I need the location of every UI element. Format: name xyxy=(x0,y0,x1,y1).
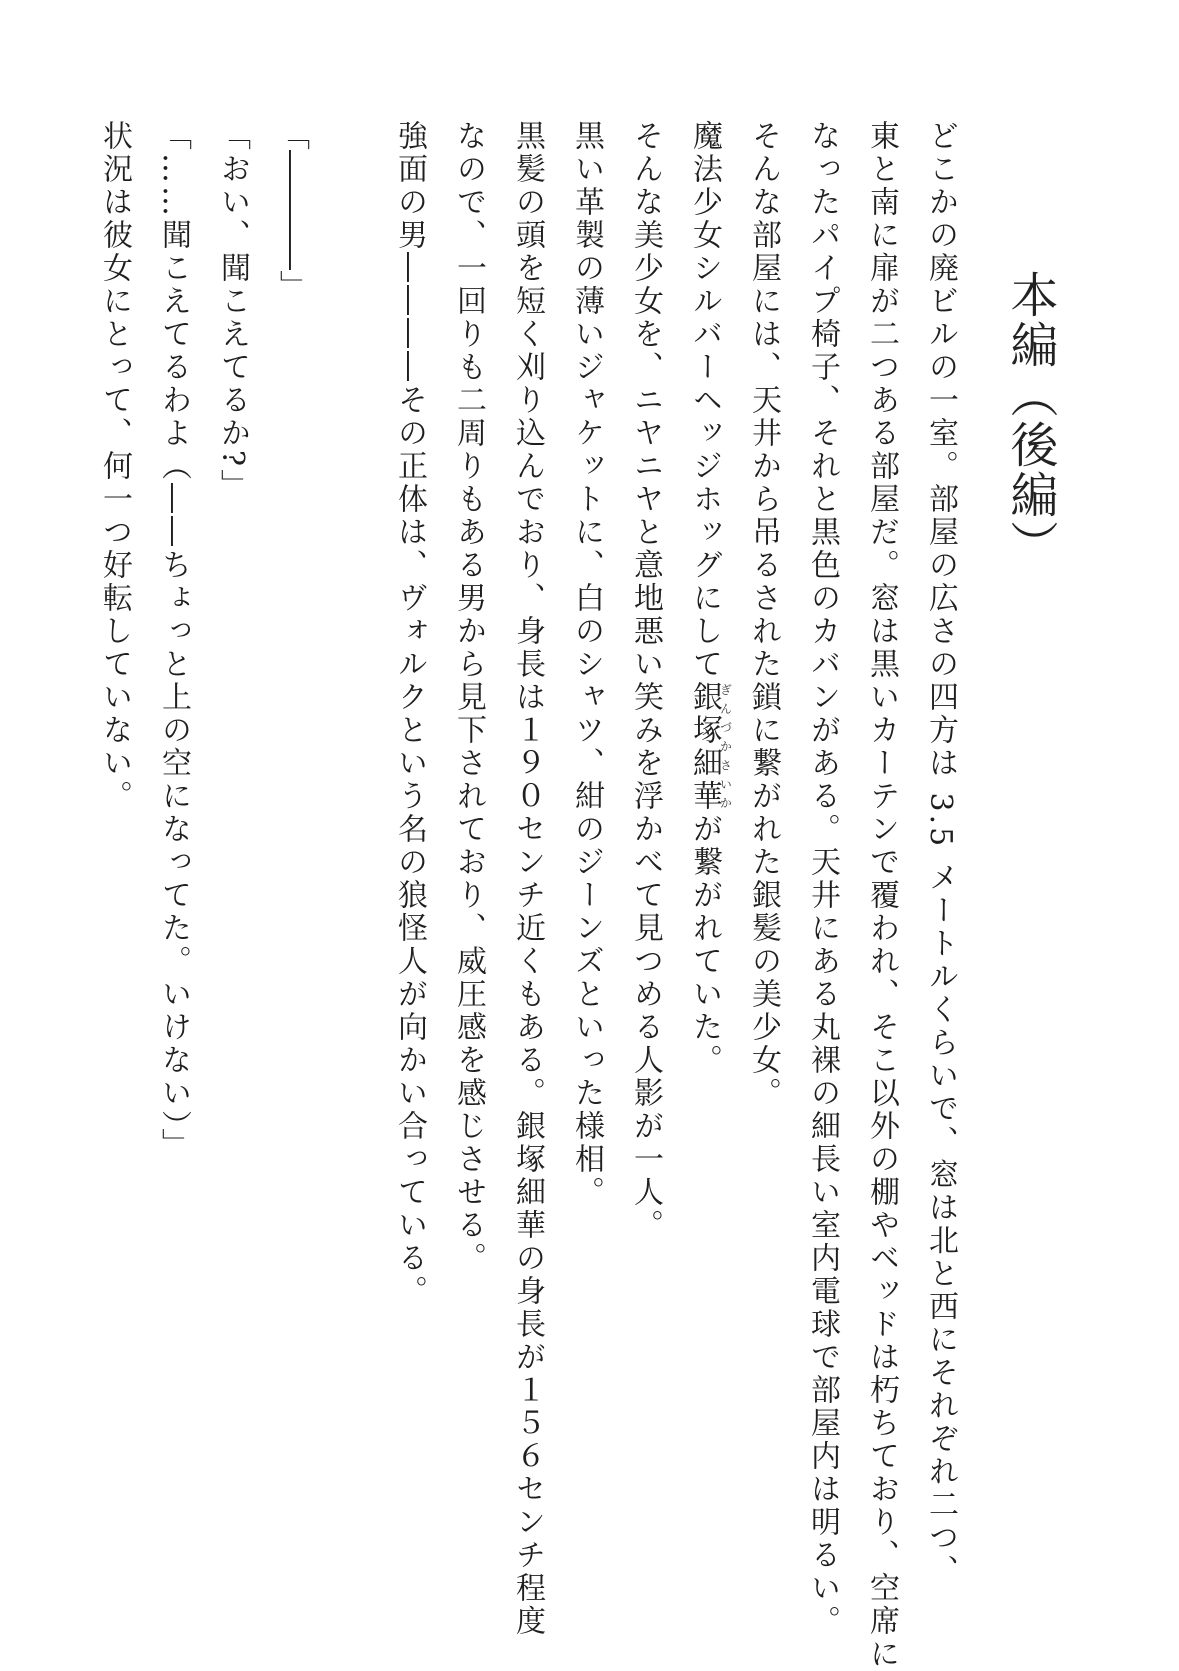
paragraph-line: そんな美少女を、ニヤニヤと意地悪い笑みを浮かべて見つめる人影が一人。 xyxy=(628,120,663,1242)
dialogue-line: 「――――」 xyxy=(274,120,309,300)
blank-line xyxy=(321,120,380,1600)
paragraph-line: なので、一回りも二周りもある男から見下されており、威圧感を感じさせる。 xyxy=(451,120,486,1275)
paragraph-line: 状況は彼女にとって、何一つ好転していない。 xyxy=(97,120,132,813)
paragraph-line-with-ruby xyxy=(675,120,734,1600)
paragraph-line: 東と南に扉が二つある部屋だ。窓は黒いカーテンで覆われ、そこ以外の棚やベッドは朽ちており、空席に xyxy=(864,120,899,1671)
dialogue-line: 「おい、聞こえてるか?」 xyxy=(215,120,250,503)
paragraph-line: 黒い革製の薄いジャケットに、白のシャツ、紺のジーンズといった様相。 xyxy=(569,120,604,1209)
ruby-reading: ぎんづかさいか xyxy=(718,681,733,813)
paragraph-line: どこかの廃ビルの一室。部屋の広さの四方は 3.5 メートルくらいで、窓は北と西にそれぞれ二つ、 xyxy=(923,120,958,1588)
chapter-title: 本編（後編） xyxy=(1002,270,1058,570)
dialogue-line: 「……聞こえてるわよ（――ちょっと上の空になってた。いけない）」 xyxy=(156,120,191,1161)
paragraph-line: 強面の男――――その正体は、ヴォルクという名の狼怪人が向かい合っている。 xyxy=(392,120,427,1308)
line-text-after-ruby: が繋がれていた。 xyxy=(687,813,722,1077)
ruby-base: 銀塚細華 xyxy=(687,681,722,813)
paragraph-line: なったパイプ椅子、それと黒色のカバンがある。天井にある丸裸の細長い室内電球で部屋内は明るい。 xyxy=(805,120,840,1638)
paragraph-line: 黒髪の頭を短く刈り込んでおり、身長は１９０センチ近くもある。銀塚細華の身長が１５６センチ程度 xyxy=(510,120,545,1638)
line-text-before-ruby: 魔法少女シルバーヘッジホッグにして xyxy=(687,120,722,681)
paragraph-line: そんな部屋には、天井から吊るされた鎖に繋がれた銀髪の美少女。 xyxy=(746,120,781,1110)
name-ruby xyxy=(687,681,733,813)
body-text xyxy=(40,120,970,1671)
